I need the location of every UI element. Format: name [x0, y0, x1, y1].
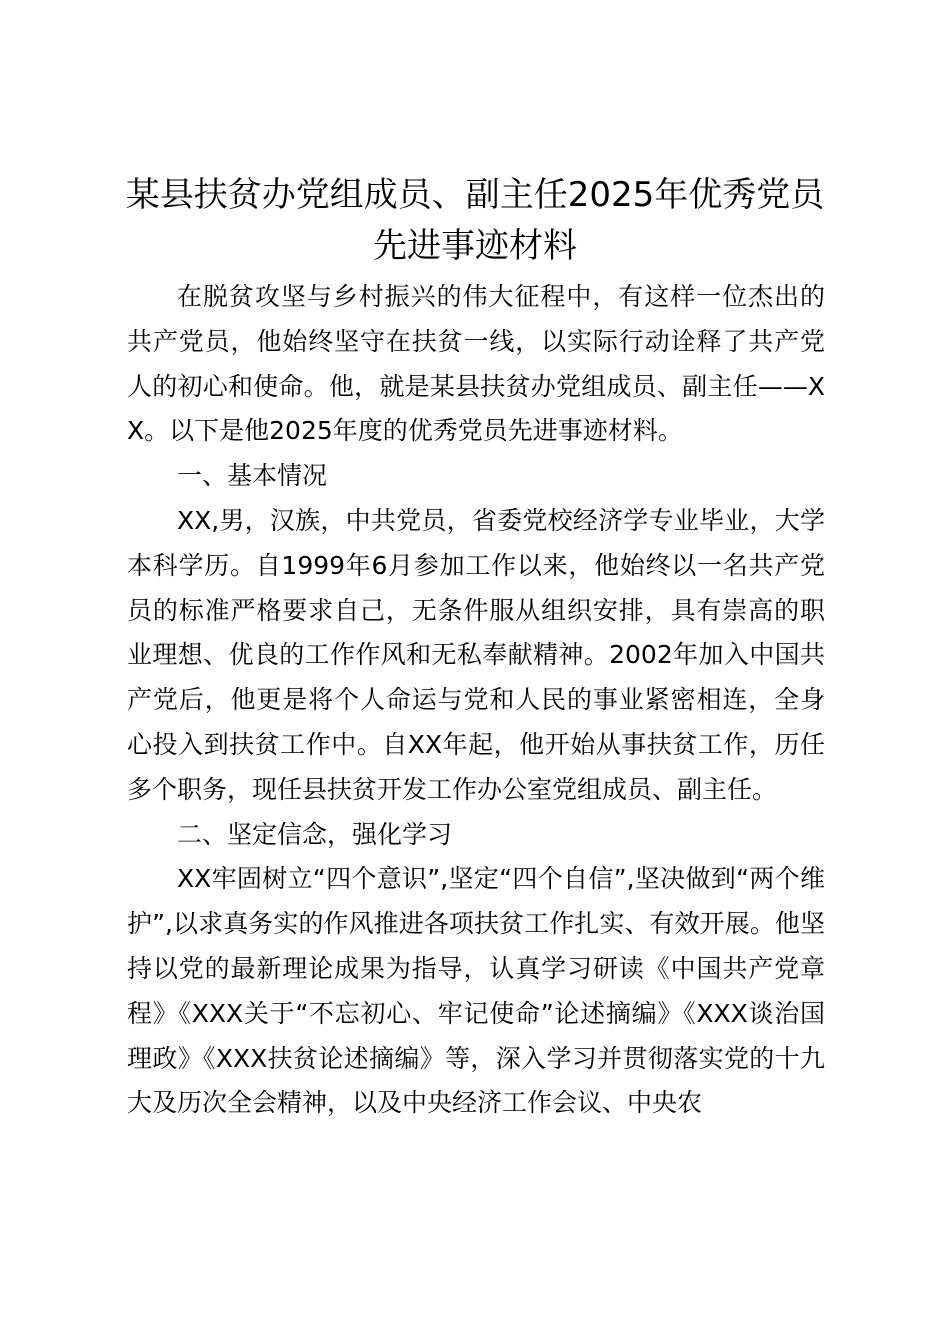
- section-heading-belief-study: 二、坚定信念，强化学习: [177, 819, 453, 849]
- basic-info-paragraph: XX,男，汉族，中共党员，省委党校经济学专业毕业，大学本科学历。自1999年6月参加工作以来，他始终以一名共产党员的标准严格要求自己，无条件服从组织安排，具有崇高的职业理想、优良的工作作风和无私奉献精神。2002年加入中国共产党后，他更是将个人命运与党和人民的事业紧密相连，全身心投入到扶贫工作中。自XX年起，他开始从事扶贫工作，历任多个职务，现任县扶贫开发工作办公室党组成员、副主任。: [127, 505, 825, 804]
- belief-study-paragraph: XX牢固树立“四个意识”,坚定“四个自信”,坚决做到“两个维护”,以求真务实的作风推进各项扶贫工作扎实、有效开展。他坚持以党的最新理论成果为指导，认真学习研读《中国共产党章程》《XXX关于“不忘初心、牢记使命”论述摘编》《XXX谈治国理政》《XXX扶贫论述摘编》等，深入学习并贯彻落实党的十九大及历次全会精神，以及中央经济工作会议、中央农: [127, 864, 825, 1118]
- document-body: [127, 275, 825, 1126]
- document-title: 某县扶贫办党组成员、副主任2025年优秀党员先进事迹材料: [125, 175, 825, 266]
- section-heading-basic-info: 一、基本情况: [177, 461, 328, 491]
- intro-paragraph: 在脱贫攻坚与乡村振兴的伟大征程中，有这样一位杰出的共产党员，他始终坚守在扶贫一线，以实际行动诠释了共产党人的初心和使命。他，就是某县扶贫办党组成员、副主任——XX。以下是他2025年度的优秀党员先进事迹材料。: [127, 282, 825, 446]
